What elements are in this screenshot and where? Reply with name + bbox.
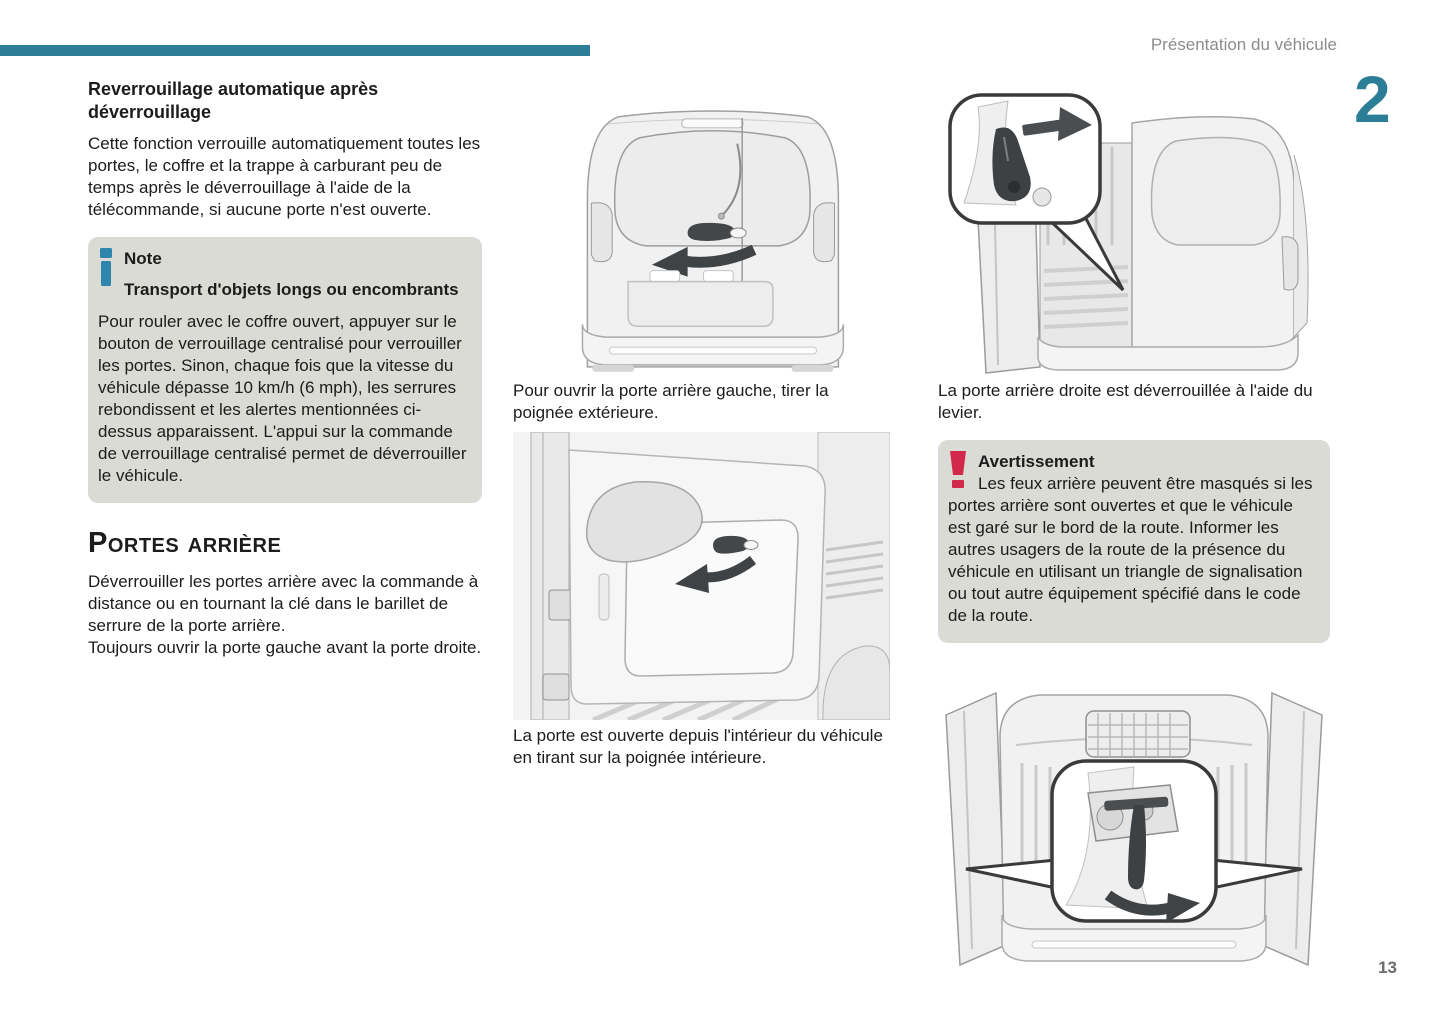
left-column <box>88 78 482 659</box>
warning-title: Avertissement <box>978 452 1095 471</box>
van-rear-doors-open-illustration <box>938 653 1330 971</box>
figure1-caption: Pour ouvrir la porte arrière gauche, tirer la poignée extérieure. <box>513 381 829 422</box>
figure-van-rear-doors-open <box>938 653 1330 971</box>
figure2-caption: La porte est ouverte depuis l'intérieur du véhicule en tirant sur la poignée intérieure. <box>513 726 883 767</box>
figure-van-door-open-lever <box>938 85 1330 375</box>
warning-body: Les feux arrière peuvent être masqués si les portes arrière sont ouvertes et que le véhicule est garé sur le bord de la route. Informer les autres usagers de la route de la présence du véhicule en utilisant un triangle de signalisation ou tout autre équipement spécifié dans le code de la route. <box>948 474 1313 625</box>
section2-body-1: Déverrouiller les portes arrière avec la commande à distance ou en tournant la clé dans le barillet de serrure de la porte arrière. <box>88 572 479 635</box>
figure-door-interior <box>513 432 890 720</box>
note-title: Note <box>124 249 162 268</box>
note-body: Pour rouler avec le coffre ouvert, appuyer sur le bouton de verrouillage centralisé pour verrouiller les portes. Sinon, chaque fois que la vitesse du véhicule dépasse 10 km/h (6 mph), les serrures rebondissent et les alertes mentionnées ci-dessus apparaissent. L'appui sur la commande de verrouillage centralisé permet de déverrouiller le véhicule. <box>98 312 467 485</box>
figure-van-rear-exterior <box>513 85 890 375</box>
middle-column <box>513 85 890 769</box>
right-column <box>938 85 1330 971</box>
section2-body-2: Toujours ouvrir la porte gauche avant la porte droite. <box>88 638 482 657</box>
running-header: Présentation du véhicule <box>1150 35 1337 54</box>
note-subtitle: Transport d'objets longs ou encombrants <box>124 280 459 299</box>
note-box <box>88 237 482 503</box>
figure3-caption: La porte arrière droite est déverrouillée à l'aide du levier. <box>938 381 1313 422</box>
accent-bar <box>0 45 590 56</box>
section-heading-portes-arriere: Portes arrière <box>88 527 282 559</box>
van-door-open-lever-illustration <box>938 85 1330 375</box>
section1-body: Cette fonction verrouille automatiquement toutes les portes, le coffre et la trappe à carburant peu de temps après le déverrouillage à l'aide de la télécommande, si aucune porte n'est ouverte. <box>88 134 481 219</box>
info-icon <box>98 248 114 288</box>
warning-icon <box>948 451 968 489</box>
chapter-number: 2 <box>1354 62 1391 136</box>
door-interior-illustration <box>513 432 890 720</box>
van-rear-exterior-illustration <box>513 85 890 375</box>
section-heading-reverrouillage: Reverrouillage automatique après déverrouillage <box>88 79 379 122</box>
page-number: 13 <box>1378 958 1397 977</box>
warning-box <box>938 440 1330 643</box>
